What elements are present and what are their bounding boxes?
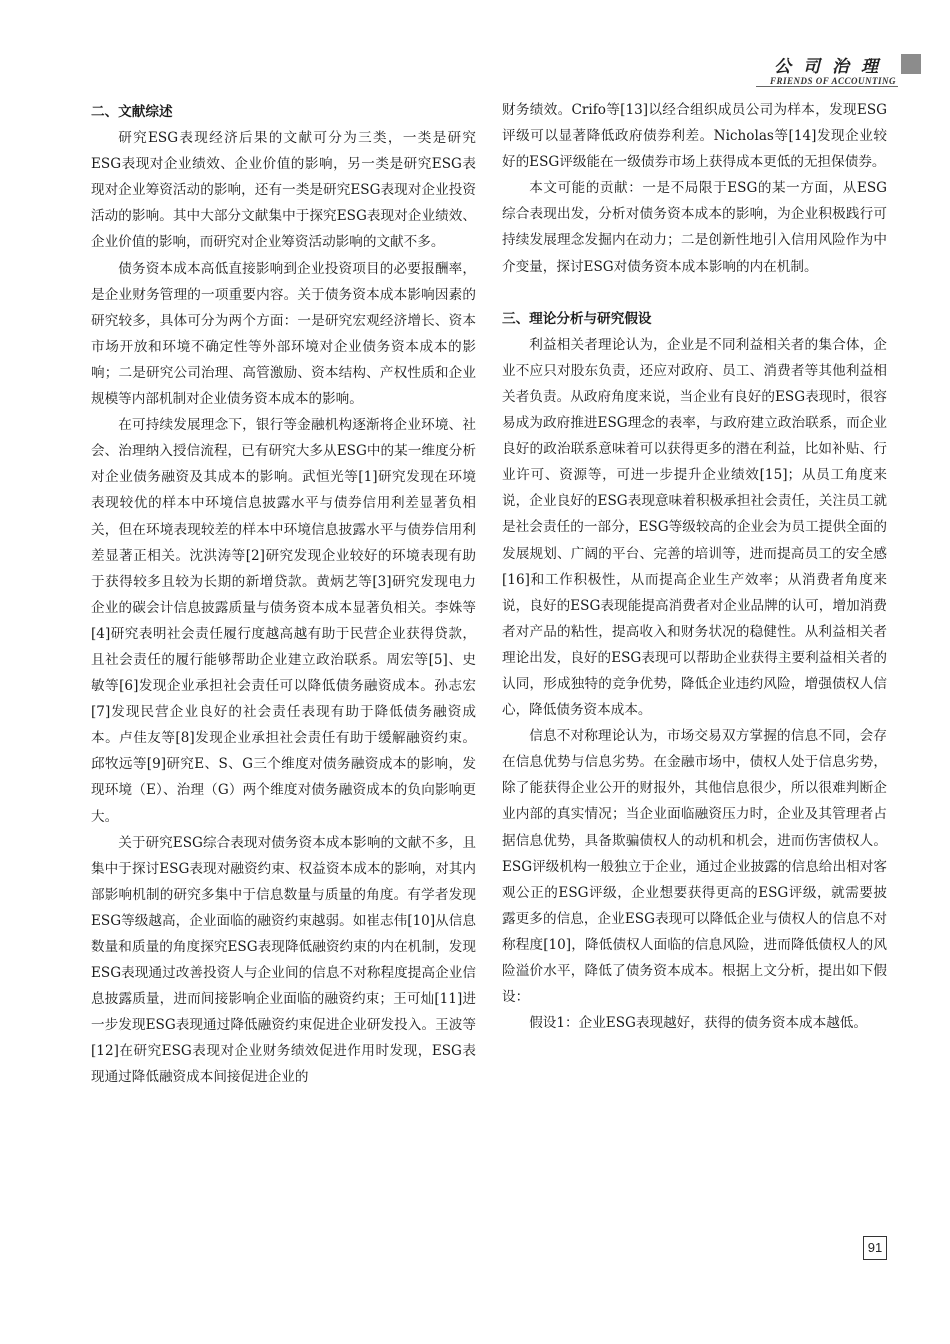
section-heading-literature-review: 二、文献综述	[91, 104, 173, 120]
section-heading-theory-hypothesis: 三、理论分析与研究假设	[502, 310, 652, 327]
paragraph: 本文可能的贡献：一是不局限于ESG的某一方面，从ESG综合表现出发，分析对债务资本成本的影响，为企业积极践行可持续发展理念发掘内在动力；二是创新性地引入信用风险作为中介变量，探讨ESG对债务资本成本影响的内在机制。	[502, 180, 887, 275]
journal-name: FRIENDS OF ACCOUNTING	[769, 76, 896, 86]
paragraph: 利益相关者理论认为，企业是不同利益相关者的集合体，企业不应只对股东负责，还应对政府、员工、消费者等其他利益相关者负责。从政府角度来说，当企业有良好的ESG表现时，很容易成为政府推进ESG理念的表率，与政府建立政治联系，而企业良好的政治联系意味着可以获得更多的潜在利益，比如补贴、行业许可、资源等，可进一步提升企业绩效[15]；从员工角度来说，企业良好的ESG表现意味着积极承担社会责任，关注员工就是社会责任的一部分，ESG等级较高的企业会为员工提供全面的发展规划、广阔的平台、完善的培训等，进而提高员工的安全感[16]和工作积极性，从而提高企业生产效率；从消费者角度来说，良好的ESG表现能提高消费者对企业品牌的认可，增加消费者对产品的粘性，提高收入和财务状况的稳健性。从利益相关者理论出发，良好的ESG表现可以帮助企业获得主要利益相关者的认同，形成独特的竞争优势，降低企业违约风险，增强债权人信心，降低债务资本成本。	[502, 336, 887, 719]
paragraph: 关于研究ESG综合表现对债务资本成本影响的文献不多，且集中于探讨ESG表现对融资约束、权益资本成本的影响，对其内部影响机制的研究多集中于信息数量与质量的角度。有学者发现ESG等级越高，企业面临的融资约束越弱。如崔志伟[10]从信息数量和质量的角度探究ESG表现降低融资约束的内在机制，发现ESG表现通过改善投资人与企业间的信息不对称程度提高企业信息披露质量，进而间接影响企业面临的融资约束；王可灿[11]进一步发现ESG表现通过降低融资约束促进企业研发投入。王波等[12]在研究ESG表现对企业财务绩效促进作用时发现，ESG表现通过降低融资成本间接促进企业的	[91, 834, 476, 1086]
paragraph: 债务资本成本高低直接影响到企业投资项目的必要报酬率，是企业财务管理的一项重要内容。关于债务资本成本影响因素的研究较多，具体可分为两个方面：一是研究宏观经济增长、资本市场开放和环境不确定性等外部环境对企业债务资本成本的影响；二是研究公司治理、高管激励、资本结构、产权性质和企业规模等内部机制对企业债务资本成本的影响。	[91, 260, 476, 408]
page-number: 91	[863, 1236, 887, 1260]
paragraph: 研究ESG表现经济后果的文献可分为三类，一类是研究ESG表现对企业绩效、企业价值的影响，另一类是研究ESG表现对企业筹资活动的影响，还有一类是研究ESG表现对企业投资活动的影响。其中大部分文献集中于探究ESG表现对企业绩效、企业价值的影响，而研究对企业筹资活动影响的文献不多。	[91, 130, 476, 251]
right-column	[502, 97, 887, 1036]
hypothesis-1: 假设1：企业ESG表现越好，获得的债务资本成本越低。	[529, 1015, 867, 1032]
left-column	[91, 99, 476, 1091]
paragraph: 在可持续发展理念下，银行等金融机构逐渐将企业环境、社会、治理纳入授信流程，已有研究大多从ESG中的某一维度分析对企业债务融资及其成本的影响。武恒光等[1]研究发现在环境表现较优的样本中环境信息披露水平与债券信用利差显著负相关，但在环境表现较差的样本中环境信息披露水平与债券信用利差显著正相关。沈洪涛等[2]研究发现企业较好的环境表现有助于获得较多且较为长期的新增贷款。黄炳艺等[3]研究发现电力企业的碳会计信息披露质量与债务资本成本显著负相关。李姝等[4]研究表明社会责任履行度越高越有助于民营企业获得贷款，且社会责任的履行能够帮助企业建立政治联系。周宏等[5]、史敏等[6]发现企业承担社会责任可以降低债务融资成本。孙志宏[7]发现民营企业良好的社会责任表现有助于降低债务融资成本。卢佳友等[8]发现企业承担社会责任有助于缓解融资约束。邱牧远等[9]研究E、S、G三个维度对债务融资成本的影响，发现环境（E）、治理（G）两个维度对债务融资成本的负向影响更大。	[91, 417, 476, 825]
journal-section-title: 公司治理	[774, 57, 890, 77]
header-square-mark	[901, 54, 921, 74]
header-rule	[756, 86, 898, 87]
paragraph: 财务绩效。Crifo等[13]以经合组织成员公司为样本，发现ESG评级可以显著降低政府债券利差。Nicholas等[14]发现企业较好的ESG评级能在一级债券市场上获得成本更低的无担保债券。	[502, 102, 887, 171]
paragraph: 信息不对称理论认为，市场交易双方掌握的信息不同，会存在信息优势与信息劣势。在金融市场中，债权人处于信息劣势，除了能获得企业公开的财报外，其他信息很少，所以很难判断企业内部的真实情况；当企业面临融资压力时，企业及其管理者占据信息优势，具备欺骗债权人的动机和机会，进而伤害债权人。ESG评级机构一般独立于企业，通过企业披露的信息给出相对客观公正的ESG评级，企业想要获得更高的ESG评级，就需要披露更多的信息，企业ESG表现可以降低企业与债权人的信息不对称程度[10]，降低债权人面临的信息风险，进而降低债权人的风险溢价水平，降低了债务资本成本。根据上文分析，提出如下假设：	[502, 728, 887, 1006]
section-spacer	[502, 280, 887, 306]
